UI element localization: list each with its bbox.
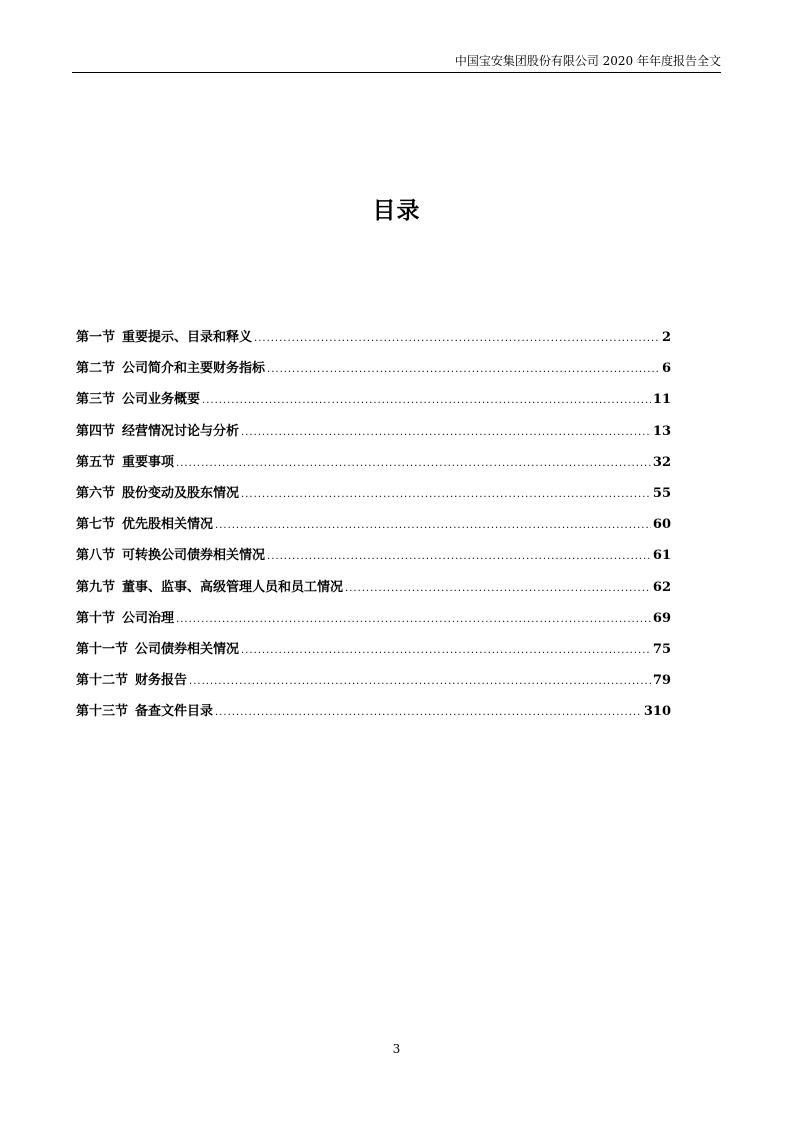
toc-section-title: 经营情况讨论与分析 (122, 423, 240, 439)
toc-leader-dots (345, 583, 651, 594)
toc-page-number: 2 (661, 330, 671, 345)
toc-page-number: 60 (652, 517, 671, 533)
toc-leader-dots (267, 364, 660, 375)
toc-entry[interactable] (76, 700, 671, 731)
toc-section-title: 财务报告 (135, 673, 188, 689)
toc-section-number: 第二节 (76, 361, 116, 377)
toc-leader-dots (241, 427, 651, 438)
toc-section-number: 第十二节 (76, 673, 129, 689)
toc-entry[interactable] (76, 388, 671, 419)
toc-page-number: 32 (652, 454, 671, 470)
toc-page-number: 6 (661, 361, 671, 377)
toc-leader-dots (215, 520, 651, 531)
toc-page-number: 62 (652, 579, 671, 595)
toc-section-number: 第九节 (76, 579, 116, 595)
toc-section-number: 第八节 (76, 548, 116, 564)
toc-entry[interactable] (76, 513, 671, 544)
toc-leader-dots (176, 614, 651, 625)
toc-page-number: 310 (643, 704, 671, 720)
toc-section-number: 第五节 (76, 454, 116, 470)
toc-leader-dots (215, 707, 642, 718)
toc-entry[interactable] (76, 544, 671, 575)
toc-section-title: 重要提示、目录和释义 (122, 330, 253, 345)
toc-entry[interactable] (76, 451, 671, 482)
toc-leader-dots (267, 551, 651, 562)
toc-section-title: 股份变动及股东情况 (122, 485, 240, 501)
toc-section-number: 第一节 (76, 330, 116, 345)
toc-page-number: 69 (652, 610, 671, 626)
toc-section-number: 第四节 (76, 423, 116, 439)
toc-section-number: 第十一节 (76, 641, 129, 657)
toc-section-title: 董事、监事、高级管理人员和员工情况 (122, 579, 344, 595)
running-header: 中国宝安集团股份有限公司 2020 年年度报告全文 (454, 54, 721, 68)
page-title: 目录 (372, 197, 421, 224)
table-of-contents (76, 326, 671, 731)
toc-page-number: 13 (652, 423, 671, 439)
toc-entry[interactable] (76, 669, 671, 700)
toc-section-title: 备查文件目录 (135, 704, 214, 720)
page-number: 3 (392, 1042, 401, 1056)
toc-entry[interactable] (76, 357, 671, 388)
toc-leader-dots (202, 395, 651, 406)
toc-entry[interactable] (76, 638, 671, 669)
toc-leader-dots (189, 676, 651, 687)
toc-entry[interactable] (76, 607, 671, 638)
toc-section-title: 公司债券相关情况 (135, 641, 240, 657)
toc-page-number: 61 (652, 548, 671, 564)
toc-section-title: 公司治理 (122, 610, 175, 626)
toc-leader-dots (254, 333, 660, 344)
toc-section-title: 可转换公司债券相关情况 (122, 548, 266, 564)
toc-page-number: 11 (652, 392, 671, 408)
toc-section-number: 第十三节 (76, 704, 129, 720)
toc-entry[interactable] (76, 420, 671, 451)
toc-entry[interactable] (76, 326, 671, 357)
toc-section-title: 重要事项 (122, 454, 175, 470)
toc-section-title: 优先股相关情况 (122, 517, 214, 533)
toc-entry[interactable] (76, 482, 671, 513)
toc-section-number: 第三节 (76, 392, 116, 408)
toc-section-title: 公司简介和主要财务指标 (122, 361, 266, 377)
header-divider (72, 72, 721, 73)
toc-section-number: 第六节 (76, 485, 116, 501)
toc-section-title: 公司业务概要 (122, 392, 201, 408)
toc-page-number: 75 (652, 641, 671, 657)
toc-leader-dots (241, 489, 651, 500)
toc-leader-dots (241, 645, 651, 656)
toc-section-number: 第七节 (76, 517, 116, 533)
toc-entry[interactable] (76, 576, 671, 607)
toc-leader-dots (176, 458, 651, 469)
toc-page-number: 55 (652, 485, 671, 501)
toc-page-number: 79 (652, 673, 671, 689)
toc-section-number: 第十节 (76, 610, 116, 626)
